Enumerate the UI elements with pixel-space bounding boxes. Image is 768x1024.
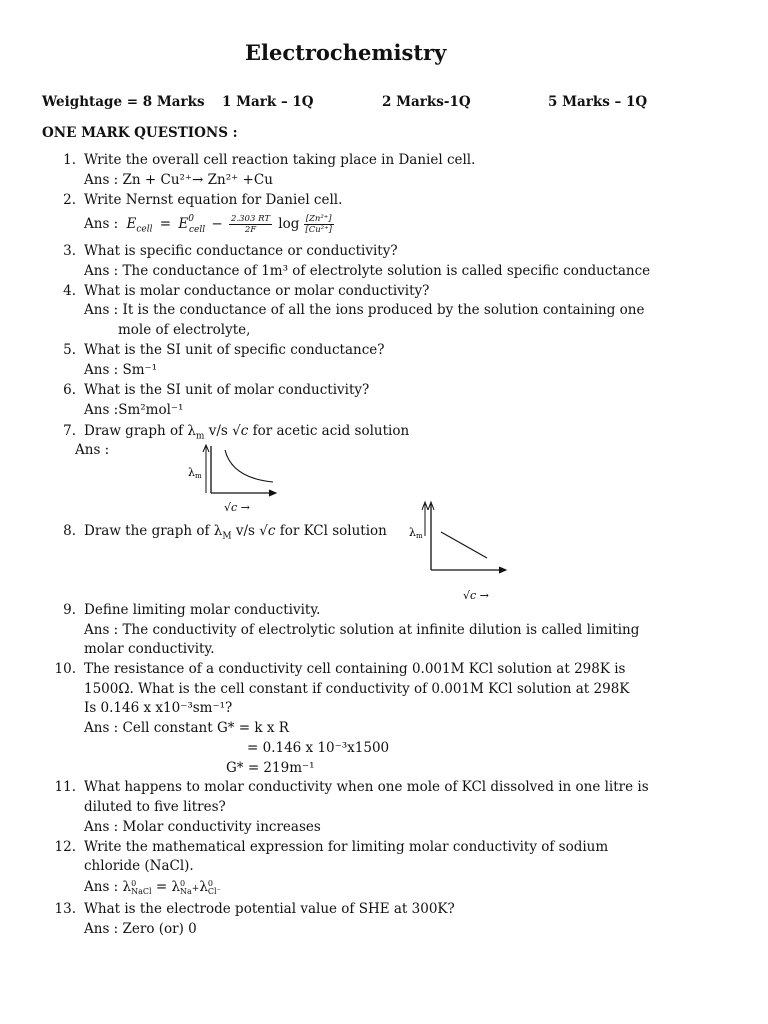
question-number: 2. xyxy=(63,192,76,208)
answer-text: molar conductivity. xyxy=(84,641,215,657)
question-number: 5. xyxy=(63,342,76,358)
answer-text: Ans :Sm²mol⁻¹ xyxy=(84,402,184,418)
question-text: Write the mathematical expression for limiting molar conductivity of sodium xyxy=(84,839,609,855)
acetic-acid-graph xyxy=(180,440,290,520)
y-axis-label: λm xyxy=(409,526,423,540)
answer-text: = 0.146 x 10⁻³x1500 xyxy=(247,740,390,756)
arrow-head-icon xyxy=(269,490,276,496)
question-number: 12. xyxy=(54,839,76,855)
straight-line xyxy=(441,532,487,558)
answer-text: Ans : Molar conductivity increases xyxy=(84,819,321,835)
answer-text: Ans : Cell constant G* = k x R xyxy=(84,720,289,736)
question-text: Write the overall cell reaction taking place in Daniel cell. xyxy=(84,152,476,168)
limiting-molar-conductivity-equation: Ans : λ 0 NaCl = λ 0 Na +λ 0 Cl⁻ xyxy=(84,878,221,896)
two-marks-label: 2 Marks-1Q xyxy=(382,94,471,110)
question-text: What is specific conductance or conductivity? xyxy=(84,243,398,259)
question-text: chloride (NaCl). xyxy=(84,858,194,874)
question-number: 13. xyxy=(54,901,76,917)
answer-text: mole of electrolyte, xyxy=(118,322,251,338)
nernst-equation: Ans : $E_{cell} = E^0_{cell}$ − $\frac{2.303 RT}{2F}$ log $\frac{\text{[Zn²⁺]}}{\text{[Cu²⁺]}}$ xyxy=(84,213,332,235)
weightage-label: Weightage = 8 Marks xyxy=(42,94,205,110)
answer-text: Ans : The conductivity of electrolytic solution at infinite dilution is called limiting xyxy=(84,622,640,638)
section-heading: ONE MARK QUESTIONS : xyxy=(42,125,238,141)
one-mark-label: 1 Mark – 1Q xyxy=(222,94,314,110)
question-number: 3. xyxy=(63,243,76,259)
question-text: Draw the graph of $\lambda_M$ v/s √c for KCl solution xyxy=(84,523,387,542)
question-number: 4. xyxy=(63,283,76,299)
answer-text: Ans : It is the conductance of all the ions produced by the solution containing one xyxy=(84,302,645,318)
x-axis-label: √c → xyxy=(463,589,489,602)
question-text: Define limiting molar conductivity. xyxy=(84,602,321,618)
kcl-graph xyxy=(405,498,525,606)
answer-text: Ans : Zero (or) 0 xyxy=(84,921,197,937)
question-text: What is the SI unit of molar conductivity? xyxy=(84,382,370,398)
question-number: 1. xyxy=(63,152,76,168)
curve-line xyxy=(225,450,273,482)
question-number: 8. xyxy=(63,523,76,539)
x-axis-label: √c → xyxy=(224,501,250,514)
answer-text: Ans : Zn + Cu²⁺→ Zn²⁺ +Cu xyxy=(84,172,273,188)
arrow-head-icon xyxy=(499,567,506,573)
question-text: Draw graph of $\lambda_m$ v/s √c for acetic acid solution xyxy=(84,423,410,442)
question-text: What is the SI unit of specific conductance? xyxy=(84,342,385,358)
question-number: 7. xyxy=(63,423,76,439)
answer-text: Ans : xyxy=(75,442,110,458)
question-text: What is the electrode potential value of SHE at 300K? xyxy=(84,901,455,917)
answer-text: Ans : The conductance of 1m³ of electrolyte solution is called specific conductance xyxy=(84,263,651,279)
question-number: 11. xyxy=(54,779,76,795)
five-marks-label: 5 Marks – 1Q xyxy=(548,94,648,110)
question-text: 1500Ω. What is the cell constant if conductivity of 0.001M KCl solution at 298K xyxy=(84,681,630,697)
question-text: What happens to molar conductivity when one mole of KCl dissolved in one litre is xyxy=(84,779,649,795)
question-text: The resistance of a conductivity cell containing 0.001M KCl solution at 298K is xyxy=(84,661,626,677)
question-number: 10. xyxy=(54,661,76,677)
question-text: Write Nernst equation for Daniel cell. xyxy=(84,192,343,208)
question-text: diluted to five litres? xyxy=(84,799,226,815)
answer-text: Ans : Sm⁻¹ xyxy=(84,362,158,378)
question-text: What is molar conductance or molar conductivity? xyxy=(84,283,430,299)
question-number: 6. xyxy=(63,382,76,398)
answer-text: G* = 219m⁻¹ xyxy=(226,760,315,776)
page-title: Electrochemistry xyxy=(245,40,447,65)
question-number: 9. xyxy=(63,602,76,618)
y-axis-label: λm xyxy=(188,466,202,480)
question-text: Is 0.146 x x10⁻³sm⁻¹? xyxy=(84,700,233,716)
